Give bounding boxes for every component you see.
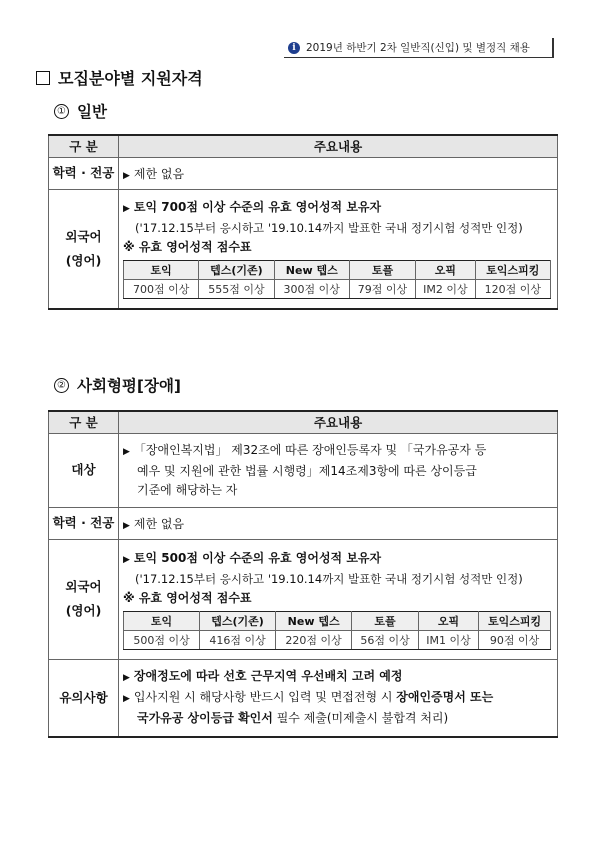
subsection-general-title: ① 일반 [54,100,107,122]
score-table: 토익 텝스(기존) New 텝스 토플 오픽 토익스피킹 700점 이상 555점 이상 300점 이상 79점 이상 IM2 이상 120점 이상 [123,260,551,299]
table-row-language [49,539,558,659]
triangle-bullet-icon: ▶ [123,554,130,565]
table-row-education [49,157,558,189]
triangle-bullet-icon: ▶ [123,204,130,215]
table-row-language [49,189,558,309]
col-header-content: 주요내용 [119,411,558,433]
info-icon: i [288,42,300,54]
col-header-category: 구 분 [49,135,119,157]
row-label: 학력 · 전공 [49,157,119,189]
table-header-row [49,411,558,433]
col-header-content: 주요내용 [119,135,558,157]
table-row-notes [49,659,558,737]
col-header-category: 구 분 [49,411,119,433]
subsection-social-equity-title: ② 사회형평[장애] [54,374,181,396]
row-content: ▶ 「장애인복지법」 제32조에 따른 장애인등록자 및 「국가유공자 등 예우 및 지원에 관한 법률 시행령」제14조제3항에 따른 상이등급 기준에 해당하는 자 [119,433,558,507]
social-equity-requirements-table [48,410,558,738]
row-label: 외국어 (영어) [49,189,119,309]
score-table: 토익 텝스(기존) New 텝스 토플 오픽 토익스피킹 500점 이상 416점 이상 220점 이상 56점 이상 IM1 이상 90점 이상 [123,611,551,650]
row-label: 학력 · 전공 [49,507,119,539]
general-requirements-table [48,134,558,310]
row-content: ▶ 장애정도에 따라 선호 근무지역 우선배치 고려 예정 ▶ 입사지원 시 해당사항 반드시 입력 및 면접전형 시 장애인증명서 또는 국가유공 상이등급 확인서 필수 제출(미제출시 불합격 처리) [119,659,558,737]
triangle-bullet-icon: ▶ [123,446,130,457]
row-label: 유의사항 [49,659,119,737]
table-row-target [49,433,558,507]
triangle-bullet-icon: ▶ [123,520,130,531]
header-title: 2019년 하반기 2차 일반직(신입) 및 별정직 채용 [306,42,530,54]
row-label: 대상 [49,433,119,507]
document-header [284,38,554,58]
table-header-row [49,135,558,157]
row-content: ▶ 제한 없음 [119,157,558,189]
row-label: 외국어 (영어) [49,539,119,659]
triangle-bullet-icon: ▶ [123,694,130,705]
triangle-bullet-icon: ▶ [123,673,130,684]
section-number: ② [54,378,69,393]
table-row-education [49,507,558,539]
section-number: ① [54,104,69,119]
row-content: ▶ 토익 500점 이상 수준의 유효 영어성적 보유자 ('17.12.15부터 응시하고 '19.10.14까지 발표한 국내 정기시험 성적만 인정) ※ 유효 영어성적 점수표 토익 텝스(기존) New 텝스 토플 오픽 토익스피킹 500점 이상 416점 이상 220점 이상 56점 이상 IM1 이상 90점 이상 [119,539,558,659]
checkbox-square-icon [36,71,50,85]
section-title: 모집분야별 지원자격 [36,66,203,89]
row-content: ▶ 토익 700점 이상 수준의 유효 영어성적 보유자 ('17.12.15부터 응시하고 '19.10.14까지 발표한 국내 정기시험 성적만 인정) ※ 유효 영어성적 점수표 토익 텝스(기존) New 텝스 토플 오픽 토익스피킹 700점 이상 555점 이상 300점 이상 79점 이상 IM2 이상 120점 이상 [119,189,558,309]
row-content: ▶ 제한 없음 [119,507,558,539]
triangle-bullet-icon: ▶ [123,170,130,181]
